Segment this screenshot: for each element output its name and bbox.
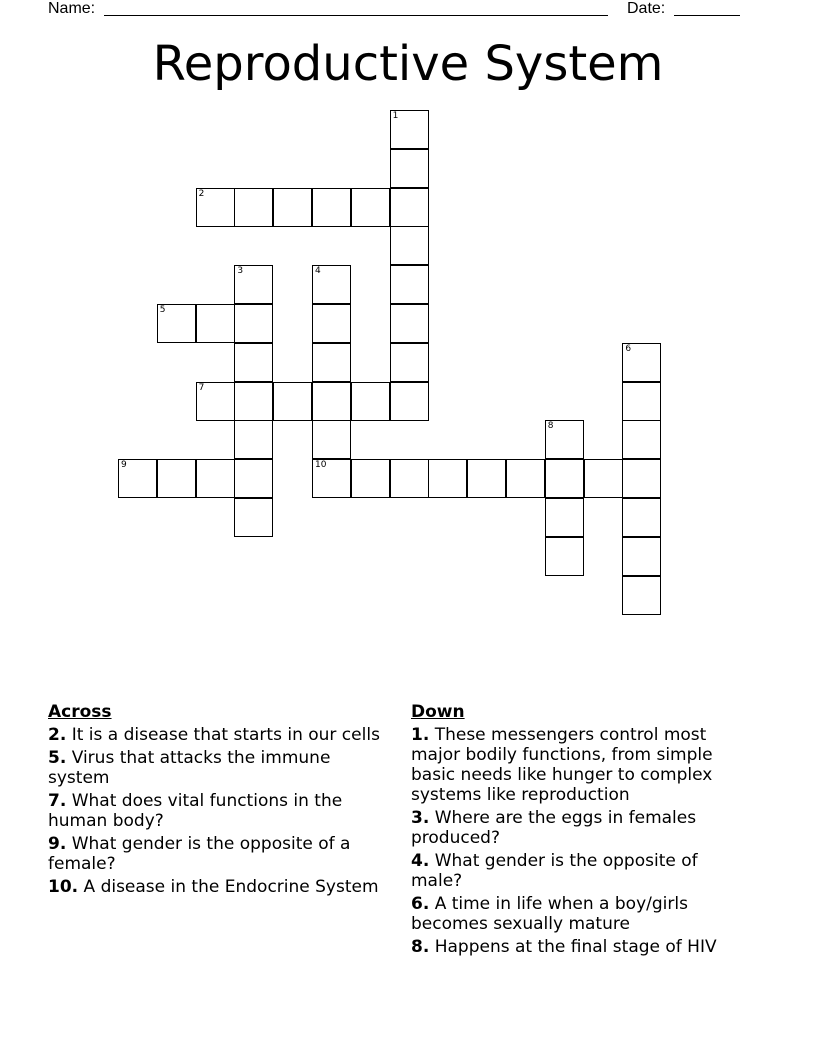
clue-text: Where are the eggs in females produced? bbox=[411, 808, 697, 848]
name-label: Name: bbox=[48, 0, 96, 17]
clue-number: 3. bbox=[411, 808, 430, 828]
clue-down-1 bbox=[411, 725, 751, 805]
clue-number: 6. bbox=[411, 894, 430, 914]
clue-number-label: 4 bbox=[315, 266, 321, 277]
clue-down-4 bbox=[411, 851, 751, 891]
grid-cell[interactable] bbox=[234, 459, 273, 498]
clue-number-label: 7 bbox=[198, 382, 205, 393]
clue-down-6 bbox=[411, 894, 751, 934]
clue-across-2 bbox=[48, 725, 393, 745]
grid-cell-1[interactable] bbox=[390, 110, 429, 149]
grid-cell[interactable] bbox=[390, 343, 429, 382]
clue-text: What does vital functions in the human body? bbox=[48, 791, 343, 831]
grid-cell[interactable] bbox=[390, 382, 429, 421]
grid-cell[interactable] bbox=[390, 188, 429, 227]
grid-cell-9[interactable] bbox=[118, 459, 157, 498]
grid-cell[interactable] bbox=[622, 537, 661, 576]
clue-text: What gender is the opposite of male? bbox=[411, 851, 698, 891]
date-label: Date: bbox=[627, 0, 666, 17]
grid-cell[interactable] bbox=[234, 498, 273, 537]
clue-across-10 bbox=[48, 877, 393, 897]
grid-cell-7[interactable] bbox=[196, 382, 235, 421]
grid-cell[interactable] bbox=[390, 265, 429, 304]
clue-number: 5. bbox=[48, 748, 67, 768]
grid-cell[interactable] bbox=[312, 420, 351, 459]
clue-number-label: 5 bbox=[159, 305, 166, 315]
grid-cell[interactable] bbox=[545, 459, 584, 498]
grid-cell[interactable] bbox=[351, 382, 390, 421]
clue-number-label: 6 bbox=[625, 343, 632, 354]
grid-cell[interactable] bbox=[622, 576, 661, 615]
grid-cell[interactable] bbox=[622, 459, 661, 498]
clue-number: 4. bbox=[411, 851, 430, 871]
clue-number-label: 9 bbox=[121, 460, 127, 471]
down-clues bbox=[411, 702, 751, 960]
grid-cell-10[interactable] bbox=[312, 459, 351, 498]
grid-cell-4[interactable] bbox=[312, 265, 351, 304]
grid-cell[interactable] bbox=[196, 459, 235, 498]
grid-cell[interactable] bbox=[622, 498, 661, 537]
clue-text: Happens at the final stage of HIV bbox=[434, 937, 717, 957]
clue-text: It is a disease that starts in our cells bbox=[71, 725, 380, 745]
grid-cell[interactable] bbox=[312, 343, 351, 382]
grid-cell[interactable] bbox=[545, 498, 584, 537]
clue-number: 10. bbox=[48, 877, 79, 897]
grid-cell[interactable] bbox=[351, 188, 390, 227]
grid-cell[interactable] bbox=[234, 304, 273, 343]
grid-cell[interactable] bbox=[351, 459, 390, 498]
clue-down-8 bbox=[411, 937, 751, 957]
clue-text: These messengers control most major bodily functions, from simple basic needs like hunger to complex systems like reproduction bbox=[411, 725, 713, 805]
grid-cell-3[interactable] bbox=[234, 265, 273, 304]
grid-cell[interactable] bbox=[622, 382, 661, 421]
grid-cell[interactable] bbox=[506, 459, 545, 498]
clue-number-label: 2 bbox=[198, 188, 205, 199]
clue-number: 9. bbox=[48, 834, 67, 854]
clue-text: Virus that attacks the immune system bbox=[48, 748, 331, 788]
clue-down-3 bbox=[411, 808, 751, 848]
grid-cell[interactable] bbox=[312, 382, 351, 421]
clue-number-label: 8 bbox=[547, 421, 554, 432]
clue-number-label: 10 bbox=[315, 460, 327, 471]
grid-cell[interactable] bbox=[545, 537, 584, 576]
grid-cell[interactable] bbox=[234, 188, 273, 227]
grid-cell[interactable] bbox=[234, 343, 273, 382]
grid-cell[interactable] bbox=[312, 188, 351, 227]
grid-cell[interactable] bbox=[234, 382, 273, 421]
grid-cell[interactable] bbox=[273, 188, 312, 227]
page-title: Reproductive System bbox=[152, 36, 664, 92]
grid-cell[interactable] bbox=[390, 304, 429, 343]
clue-text: A disease in the Endocrine System bbox=[83, 877, 379, 897]
grid-cell-5[interactable] bbox=[157, 304, 196, 343]
clue-number: 2. bbox=[48, 725, 67, 745]
clue-number: 7. bbox=[48, 791, 67, 811]
clue-number: 8. bbox=[411, 937, 430, 957]
clue-number-label: 1 bbox=[392, 111, 399, 121]
grid-cell-8[interactable] bbox=[545, 420, 584, 459]
across-heading: Across bbox=[48, 702, 112, 722]
grid-cell[interactable] bbox=[273, 382, 312, 421]
clue-across-7 bbox=[48, 791, 393, 831]
grid-cell[interactable] bbox=[428, 459, 467, 498]
across-clues bbox=[48, 702, 393, 900]
grid-cell-2[interactable] bbox=[196, 188, 235, 227]
grid-cell[interactable] bbox=[157, 459, 196, 498]
grid-cell[interactable] bbox=[390, 459, 429, 498]
grid-cell[interactable] bbox=[234, 420, 273, 459]
grid-cell[interactable] bbox=[196, 304, 235, 343]
grid-cell[interactable] bbox=[467, 459, 506, 498]
grid-cell[interactable] bbox=[390, 226, 429, 265]
clue-number: 1. bbox=[411, 725, 430, 745]
down-heading: Down bbox=[411, 702, 465, 722]
grid-cell[interactable] bbox=[584, 459, 623, 498]
clue-across-9 bbox=[48, 834, 393, 874]
clue-across-5 bbox=[48, 748, 393, 788]
clue-text: What gender is the opposite of a female? bbox=[48, 834, 351, 874]
clue-number-label: 3 bbox=[237, 266, 244, 277]
grid-cell[interactable] bbox=[390, 149, 429, 188]
grid-cell-6[interactable] bbox=[622, 343, 661, 382]
grid-cell[interactable] bbox=[312, 304, 351, 343]
clue-text: A time in life when a boy/girls becomes sexually mature bbox=[411, 894, 688, 934]
grid-cell[interactable] bbox=[622, 420, 661, 459]
